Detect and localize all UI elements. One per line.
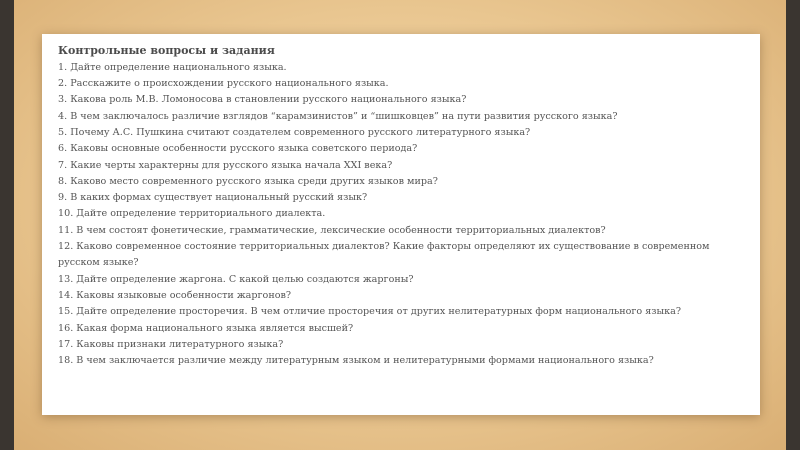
question-item: 10. Дайте определение территориального диалекта. (58, 208, 326, 220)
question-item: 11. В чем состоят фонетические, грамматические, лексические особенности территориальных диалектов? (58, 224, 606, 236)
question-item: 9. В каких формах существует национальный русский язык? (58, 192, 368, 204)
question-item: 5. Почему А.С. Пушкина считают создателем современного русского литературного языка? (58, 126, 531, 138)
question-item: 8. Каково место современного русского языка среди других языков мира? (58, 175, 438, 187)
slide-title: Контрольные вопросы и задания (58, 44, 275, 57)
question-item: 12. Каково современное состояние территориальных диалектов? Какие факторы определяют их существование в современном русском языке? (58, 241, 710, 269)
question-list (58, 60, 744, 370)
question-item: 17. Каковы признаки литературного языка? (58, 338, 284, 350)
question-item: 1. Дайте определение национального языка. (58, 61, 287, 73)
question-item: 3. Какова роль М.В. Ломоносова в становлении русского национального языка? (58, 94, 467, 106)
question-item: 2. Расскажите о происхождении русского национального языка. (58, 78, 389, 90)
question-item: 15. Дайте определение просторечия. В чем отличие просторечия от других нелитературных форм национального языка? (58, 306, 682, 318)
question-item: 14. Каковы языковые особенности жаргонов? (58, 289, 292, 301)
slide-content-card (42, 34, 760, 415)
question-item: 13. Дайте определение жаргона. С какой целью создаются жаргоны? (58, 273, 414, 285)
question-item: 7. Какие черты характерны для русского языка начала XXI века? (58, 159, 393, 171)
question-item: 18. В чем заключается различие между литературным языком и нелитературными формами национального языка? (58, 355, 654, 367)
right-edge-bar (786, 0, 800, 450)
left-edge-bar (0, 0, 14, 450)
question-item: 6. Каковы основные особенности русского языка советского периода? (58, 143, 418, 155)
question-item: 16. Какая форма национального языка является высшей? (58, 322, 354, 334)
question-item: 4. В чем заключалось различие взглядов “карамзинистов” и “шишковцев” на пути развития русского языка? (58, 110, 618, 122)
